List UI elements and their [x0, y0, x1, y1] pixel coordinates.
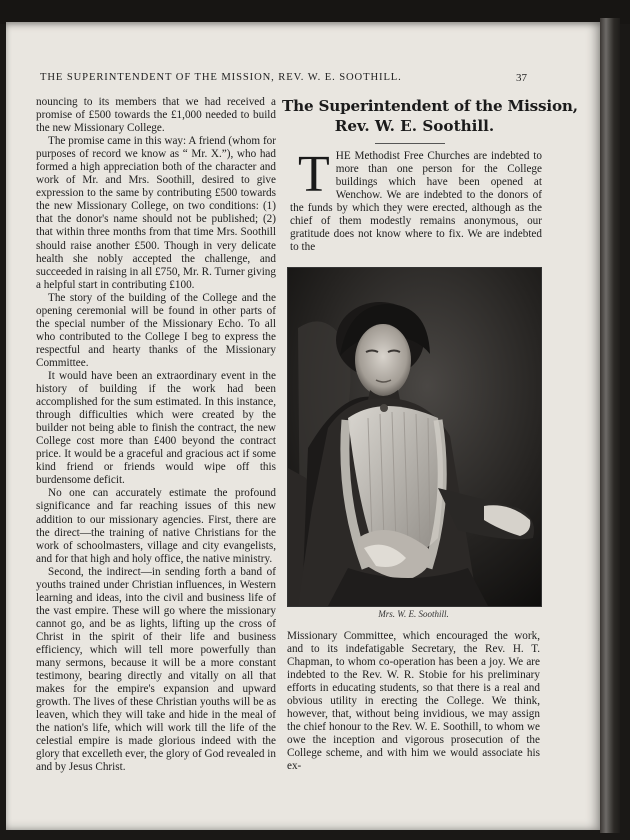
article-title: [282, 96, 578, 136]
first-word-rest: HE: [335, 150, 351, 162]
title-divider: [375, 143, 445, 144]
paragraph: Missionary Committee, which encouraged the work, and to its indefatigable Secretary, the Rev. H. T. Chapman, to whom co-operation has been a joy. We are indebted to the Rev. W. R. Stobie for his preliminary efforts in educating students, so that there is a real and obvious utility in erecting the College. We think, however, that, without being invidious, we may assign the chief honour to the Rev. W. E. Soothill, to whom we owe the inception and vigorous prosecution of the College scheme, and with him we would associate his ex-: [287, 630, 540, 773]
intro-paragraph: [290, 146, 542, 254]
right-column-continuation: [287, 630, 540, 774]
page-number: 37: [516, 72, 527, 84]
photo-caption: Mrs. W. E. Soothill.: [378, 609, 449, 619]
paragraph: Second, the indirect—in sending forth a band of youths trained under Christian influences, in Western learning and ideas, into the civil and business life of the vast empire. These will go where the missionary cannot go, and be as lights, lifting up the cross of Christ in the spirit of their life and business efficiency, which will tell more powerfully than many sermons, because it will be a more constant testimony, bearing directly and vitally on all that makes for the empire's expansion and upward growth. The lives of these Christian youths will be as leaven, which they will take and hide in the meal of the nation's life, which will work till the life of the celestial empire is made glorious indeed with the glory that excelleth ever, the glory of God revealed in and by Jesus Christ.: [36, 565, 276, 774]
running-title: THE SUPERINTENDENT OF THE MISSION, REV. W. E. SOOTHILL.: [40, 72, 402, 83]
book-spine: [600, 18, 620, 833]
portrait-illustration: [288, 268, 541, 606]
paragraph: The story of the building of the College and the opening ceremonial will be found in other parts of the special number of the Missionary Echo. To all who contributed to the College I beg to express the respectful and hearty thanks of the Missionary Committee.: [36, 291, 276, 369]
intro-text: Methodist Free Churches are indebted to more than one person for the College buildings which have been opened at Wenchow. We are indebted to the donors of the funds by which they were erected, although as the chief of them modestly remains anonymous, our gratitude does not know where to fix. We are indebted to the: [290, 150, 542, 254]
left-column: [36, 96, 276, 774]
paragraph: The promise came in this way: A friend (whom for purposes of record we know as “ Mr. X.”), who had formed a high appreciation both of the character and work of Mr. and Mrs. Soothill, desired to give expression to the same by contributing £500 towards the new Missionary College, on two conditions: (1) that the donor's name should not be published; (2) that within three months from that time Mrs. Soothill should raise another £500. Though in very delicate health she nobly accepted the challenge, and succeeded in raising in all £750, Mr. R. Turner giving a helpful start in contributing £100.: [36, 135, 276, 291]
book-top-edge: [0, 0, 630, 24]
running-header: [40, 72, 540, 83]
portrait-photo: [287, 267, 542, 607]
paragraph: nouncing to its members that we had received a promise of £500 towards the £1,000 needed to build the new Missionary College.: [36, 96, 276, 135]
drop-cap: T: [298, 146, 330, 203]
article-title-line1: The Superintendent of the Mission,: [282, 97, 578, 115]
paragraph: No one can accurately estimate the profound significance and far reaching issues of this new addition to our missionary agencies. First, there are the direct—the training of native Christians for the work of schoolmasters, village and city evangelists, and for that high and holy office, the native ministry.: [36, 487, 276, 565]
article-title-line2: Rev. W. E. Soothill.: [334, 117, 495, 135]
paragraph: It would have been an extraordinary event in the history of building if the work had been accomplished for the sum estimated. In this instance, through difficulties which were created by the builder not being able to finish the contract, the new College cost more than £400 beyond the contract price. It would be a graceful and gracious act if some kind friend or friends would wipe off this burdensome deficit.: [36, 369, 276, 487]
